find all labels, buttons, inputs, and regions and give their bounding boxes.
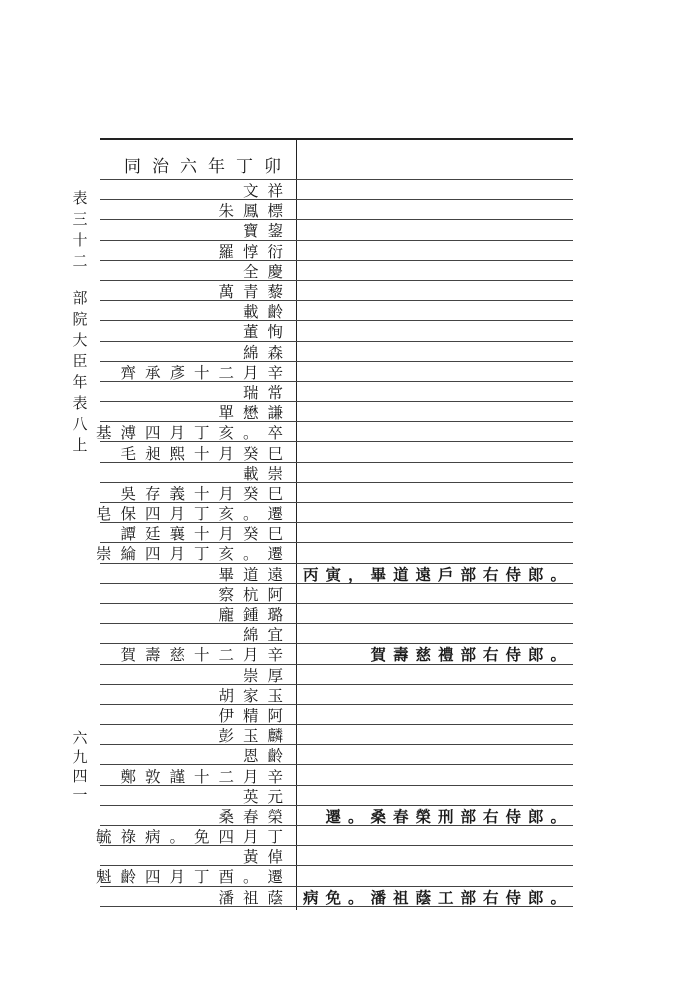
appointment-note [300, 301, 573, 321]
appointment-note [300, 200, 573, 220]
table-row [100, 200, 573, 220]
official-entry: 察杭阿 [218, 585, 292, 604]
official-entry: 伊精阿 [218, 706, 292, 725]
official-entry: 崇綸四月丁亥。遷 [95, 545, 292, 564]
official-entry: 齊承彥十二月辛 [120, 363, 292, 382]
official-entry: 崇厚 [242, 666, 292, 685]
year-header: 同治六年丁卯 [124, 156, 292, 177]
appointment-note [300, 362, 573, 382]
section-title [68, 290, 90, 458]
table-row [100, 564, 573, 584]
official-entry: 朱鳳標 [218, 202, 292, 221]
appointment-note [300, 826, 573, 846]
official-entry: 董恂 [242, 323, 292, 342]
table-row [95, 503, 573, 524]
appointment-note [300, 382, 573, 402]
table-row [95, 826, 573, 847]
appointment-note [300, 523, 573, 543]
page-number-text: 六九四一 [70, 730, 89, 806]
appointment-note [300, 705, 573, 725]
table-row [100, 846, 573, 866]
appointment-note [300, 503, 573, 523]
table-row [100, 281, 573, 301]
table-row [100, 180, 573, 200]
official-entry: 載崇 [242, 464, 292, 483]
table-row [100, 624, 573, 644]
official-entry: 寶鋆 [242, 222, 292, 241]
official-entry: 恩齡 [242, 747, 292, 766]
appointment-note [300, 241, 573, 261]
appointment-note [300, 281, 573, 301]
appointment-note [300, 765, 573, 785]
official-entry: 龐鍾璐 [218, 606, 292, 625]
appointment-note: 丙寅，畢道遠戶部右侍郎。 [302, 564, 573, 584]
official-entry: 萬青藜 [218, 283, 292, 302]
table-row [100, 321, 573, 341]
table-row [100, 887, 573, 907]
table-row [100, 705, 573, 725]
appointment-note [300, 180, 573, 200]
table-row [95, 543, 573, 564]
volume-title-text: 表三十二 [70, 190, 89, 274]
appointment-note: 病免。潘祖蔭工部右侍郎。 [302, 887, 573, 907]
table-row [100, 483, 573, 503]
appointment-note [300, 685, 573, 705]
official-entry: 基溥四月丁亥。卒 [95, 424, 292, 443]
official-entry: 賀壽慈十二月辛 [120, 646, 292, 665]
appointment-note [300, 463, 573, 483]
table-row [100, 806, 573, 826]
table-row [100, 241, 573, 261]
table-row [100, 604, 573, 624]
appointment-note [300, 745, 573, 765]
official-entry: 英元 [242, 787, 292, 806]
official-entry: 綿森 [242, 343, 292, 362]
table-row [100, 463, 573, 483]
appointment-note [300, 604, 573, 624]
official-entry: 魁齡四月丁酉。遷 [95, 868, 292, 887]
appointment-note [300, 220, 573, 240]
appointment-note [300, 786, 573, 806]
official-entry: 載齡 [242, 303, 292, 322]
table-row [100, 523, 573, 543]
official-entry: 毓祿病。免四月丁 [95, 828, 292, 847]
appointment-note [300, 846, 573, 866]
table-row [100, 786, 573, 806]
appointment-note [300, 665, 573, 685]
table-row [100, 765, 573, 785]
appointment-note [300, 543, 573, 563]
appointment-note [300, 261, 573, 281]
official-entry: 鄭敦謹十二月辛 [120, 767, 292, 786]
appointment-note [300, 402, 573, 422]
official-entry: 桑春榮 [218, 807, 292, 826]
appointment-note [300, 342, 573, 362]
appointment-note [300, 483, 573, 503]
appointment-note: 遷。桑春榮刑部右侍郎。 [325, 806, 573, 826]
appointment-note [300, 866, 573, 886]
table-row [100, 725, 573, 745]
official-entry: 綿宜 [242, 626, 292, 645]
appointment-note [300, 442, 573, 462]
table-row [100, 261, 573, 281]
table-row [100, 402, 573, 422]
official-entry: 毛昶熙十月癸巳 [120, 444, 292, 463]
table-row [100, 342, 573, 362]
table-row [100, 442, 573, 462]
table-rows [95, 148, 573, 907]
appointment-note [300, 624, 573, 644]
official-entry: 黃倬 [242, 848, 292, 867]
official-table [95, 138, 573, 910]
official-entry: 彭玉麟 [218, 727, 292, 746]
table-row [95, 422, 573, 443]
volume-title [68, 190, 90, 274]
official-entry: 譚廷襄十月癸巳 [120, 525, 292, 544]
official-entry: 羅惇衍 [218, 242, 292, 261]
table-row [100, 301, 573, 321]
section-title-text: 部院大臣年表八上 [70, 290, 89, 458]
appointment-note [300, 321, 573, 341]
appointment-note [300, 422, 573, 442]
official-entry: 瑞常 [242, 383, 292, 402]
year-header-row [100, 148, 573, 180]
table-row [100, 382, 573, 402]
appointment-note [300, 584, 573, 604]
table-top-rule [100, 138, 573, 140]
official-entry: 文祥 [242, 182, 292, 201]
appointment-note [300, 725, 573, 745]
table-row [100, 644, 573, 664]
official-entry: 皂保四月丁亥。遷 [95, 505, 292, 524]
official-entry: 潘祖蔭 [218, 888, 292, 907]
table-row [100, 362, 573, 382]
official-entry: 畢道遠 [218, 565, 292, 584]
table-row [100, 685, 573, 705]
year-header-right [300, 148, 573, 180]
official-entry: 胡家玉 [218, 686, 292, 705]
appointment-note: 賀壽慈禮部右侍郎。 [370, 645, 573, 665]
table-row [95, 866, 573, 887]
table-row [100, 220, 573, 240]
table-row [100, 745, 573, 765]
official-entry: 全慶 [242, 262, 292, 281]
page-number [68, 730, 90, 806]
table-row [100, 665, 573, 685]
official-entry: 單懋謙 [218, 404, 292, 423]
table-row [100, 584, 573, 604]
official-entry: 吳存義十月癸巳 [120, 484, 292, 503]
